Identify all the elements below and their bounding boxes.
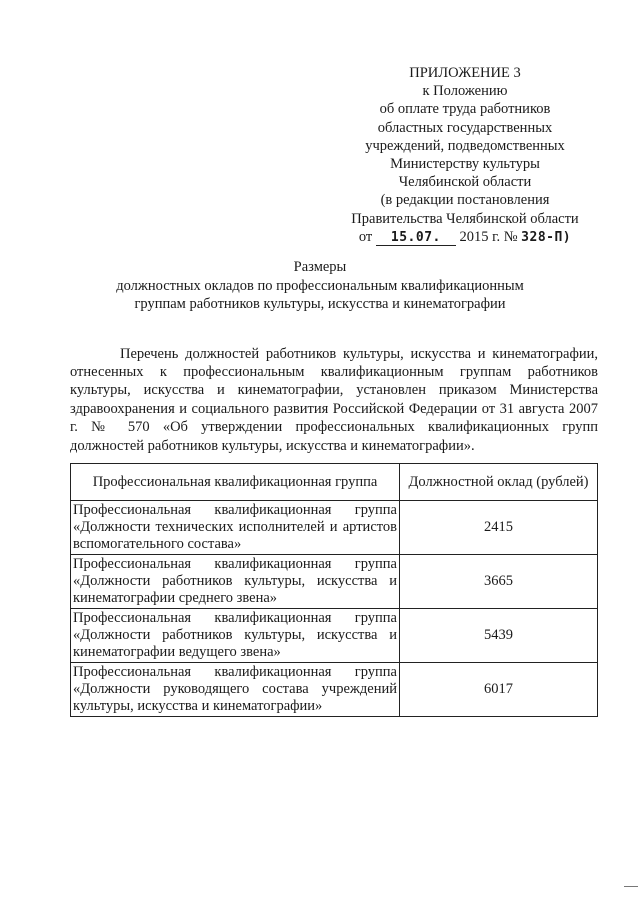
date-field — [376, 230, 456, 246]
document-title — [60, 258, 580, 314]
table-row — [71, 501, 598, 555]
header-line: об оплате труда работников — [379, 101, 551, 118]
salary-table — [70, 463, 598, 717]
appendix-header — [330, 64, 600, 247]
header-line: Челябинской области — [398, 174, 532, 191]
table-row — [71, 555, 598, 609]
header-line: областных государственных — [377, 119, 553, 136]
salary-cell: 5439 — [400, 609, 598, 663]
date-prefix: от — [358, 228, 373, 245]
group-cell: Профессиональная квалификационная группа «Должности технических исполнителей и артистов вспомогательного состава» — [71, 501, 400, 555]
table-header-row — [71, 464, 598, 501]
title-line: должностных окладов по профессиональным квалификационным — [116, 277, 524, 294]
group-cell: Профессиональная квалификационная группа «Должности работников культуры, искусства и кинематографии ведущего звена» — [71, 609, 400, 663]
salary-cell: 6017 — [400, 663, 598, 717]
table-row — [71, 609, 598, 663]
title-line: группам работников культуры, искусства и кинематографии — [134, 296, 506, 312]
salary-cell: 3665 — [400, 555, 598, 609]
header-line: Правительства Челябинской области — [351, 210, 579, 227]
title-line: Размеры — [293, 259, 347, 275]
header-line: учреждений, подведомственных — [365, 137, 565, 154]
group-cell: Профессиональная квалификационная группа «Должности работников культуры, искусства и кинематографии среднего звена» — [71, 555, 400, 609]
resolution-date-line — [330, 228, 600, 247]
handwritten-doc-number: 328-П) — [521, 229, 572, 245]
handwritten-date: 15.07. — [390, 229, 441, 245]
column-header-salary: Должностной оклад (рублей) — [400, 464, 598, 501]
appendix-title: ПРИЛОЖЕНИЕ 3 — [409, 65, 521, 81]
date-year: 2015 г. № — [459, 228, 518, 245]
table-row — [71, 663, 598, 717]
header-line: к Положению — [422, 83, 508, 100]
intro-paragraph: Перечень должностей работников культуры, искусства и кинематографии, отнесенных к профессиональным квалификационным группам работников культуры, искусства и кинематографии, установлен приказом Министерства здравоохранения и социального развития Российской Федерации от 31 августа 2007 г. № 570 «Об утверждении профессиональных квалификационных групп должностей работников культуры, искусства и кинематографии». — [70, 345, 598, 454]
column-header-group: Профессиональная квалификационная группа — [71, 464, 400, 501]
header-line: (в редакции постановления — [380, 192, 550, 209]
scan-margin-mark — [624, 886, 638, 887]
salary-cell: 2415 — [400, 501, 598, 555]
group-cell: Профессиональная квалификационная группа «Должности руководящего состава учреждений культуры, искусства и кинематографии» — [71, 663, 400, 717]
header-line: Министерству культуры — [390, 156, 540, 173]
